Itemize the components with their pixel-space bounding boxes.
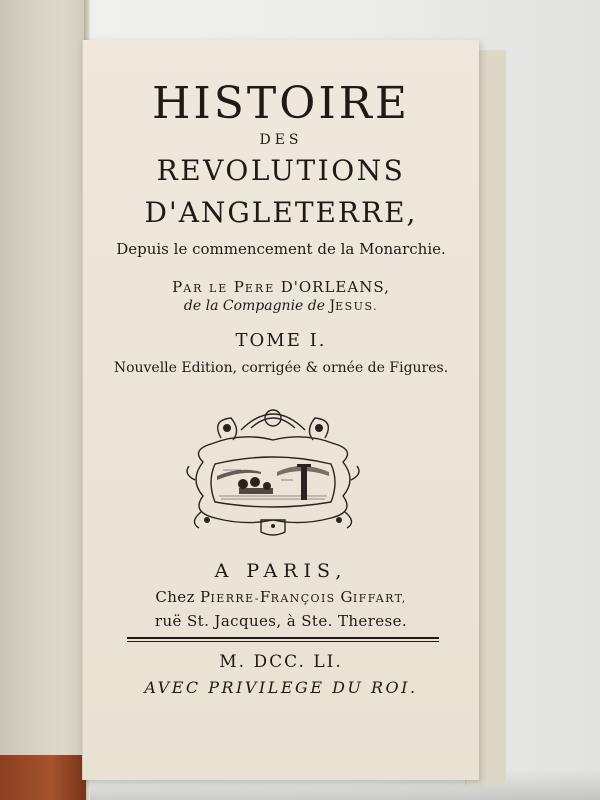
publisher-mid-initial: F (259, 588, 271, 606)
company-italic: de la Compagnie de (183, 298, 330, 314)
author-prefix: P (172, 278, 184, 296)
title-revolutions: REVOLUTIONS (156, 154, 406, 187)
publisher-mid-rest: RANÇOIS (270, 592, 341, 605)
title-des: DES (259, 132, 303, 148)
left-page-block (0, 0, 87, 800)
address-line: ruë St. Jacques, à Ste. Therese. (154, 612, 408, 630)
volume-label: TOME I. (235, 330, 327, 351)
printer-vignette (181, 400, 365, 538)
author-prefix-sc: AR LE (183, 282, 234, 295)
title-page-text (83, 40, 479, 780)
author-pere: P (233, 278, 245, 296)
title-angleterre: D'ANGLETERRE, (144, 196, 418, 229)
publisher-last-rest: IFFART, (352, 592, 407, 605)
author-line (83, 278, 479, 296)
publisher-first-rest: IERRE- (210, 592, 260, 605)
edition-line: Nouvelle Edition, corrigée & ornée de Figures. (113, 360, 449, 376)
subtitle: Depuis le commencement de la Monarchie. (116, 240, 446, 258)
publisher-last-initial: G (340, 588, 353, 606)
city-line: A PARIS, (214, 560, 348, 582)
author-pere-sc: ERE (244, 282, 281, 295)
publisher-chez: Chez (155, 588, 201, 606)
company-jesus: J (329, 298, 336, 314)
publisher-line (83, 588, 479, 606)
leather-binding (0, 755, 86, 800)
date-line: M. DCC. LI. (219, 652, 343, 672)
company-line (83, 298, 479, 314)
book-title: HISTOIRE (152, 78, 410, 129)
double-rule-thin (127, 641, 439, 642)
publisher-first-initial: P (200, 588, 211, 606)
title-page (82, 40, 479, 780)
double-rule-thick (127, 637, 439, 639)
company-jesus-sc: ESUS. (335, 300, 379, 313)
author-name: D'ORLEANS, (280, 278, 390, 296)
privilege-line: AVEC PRIVILEGE DU ROI. (144, 678, 418, 697)
